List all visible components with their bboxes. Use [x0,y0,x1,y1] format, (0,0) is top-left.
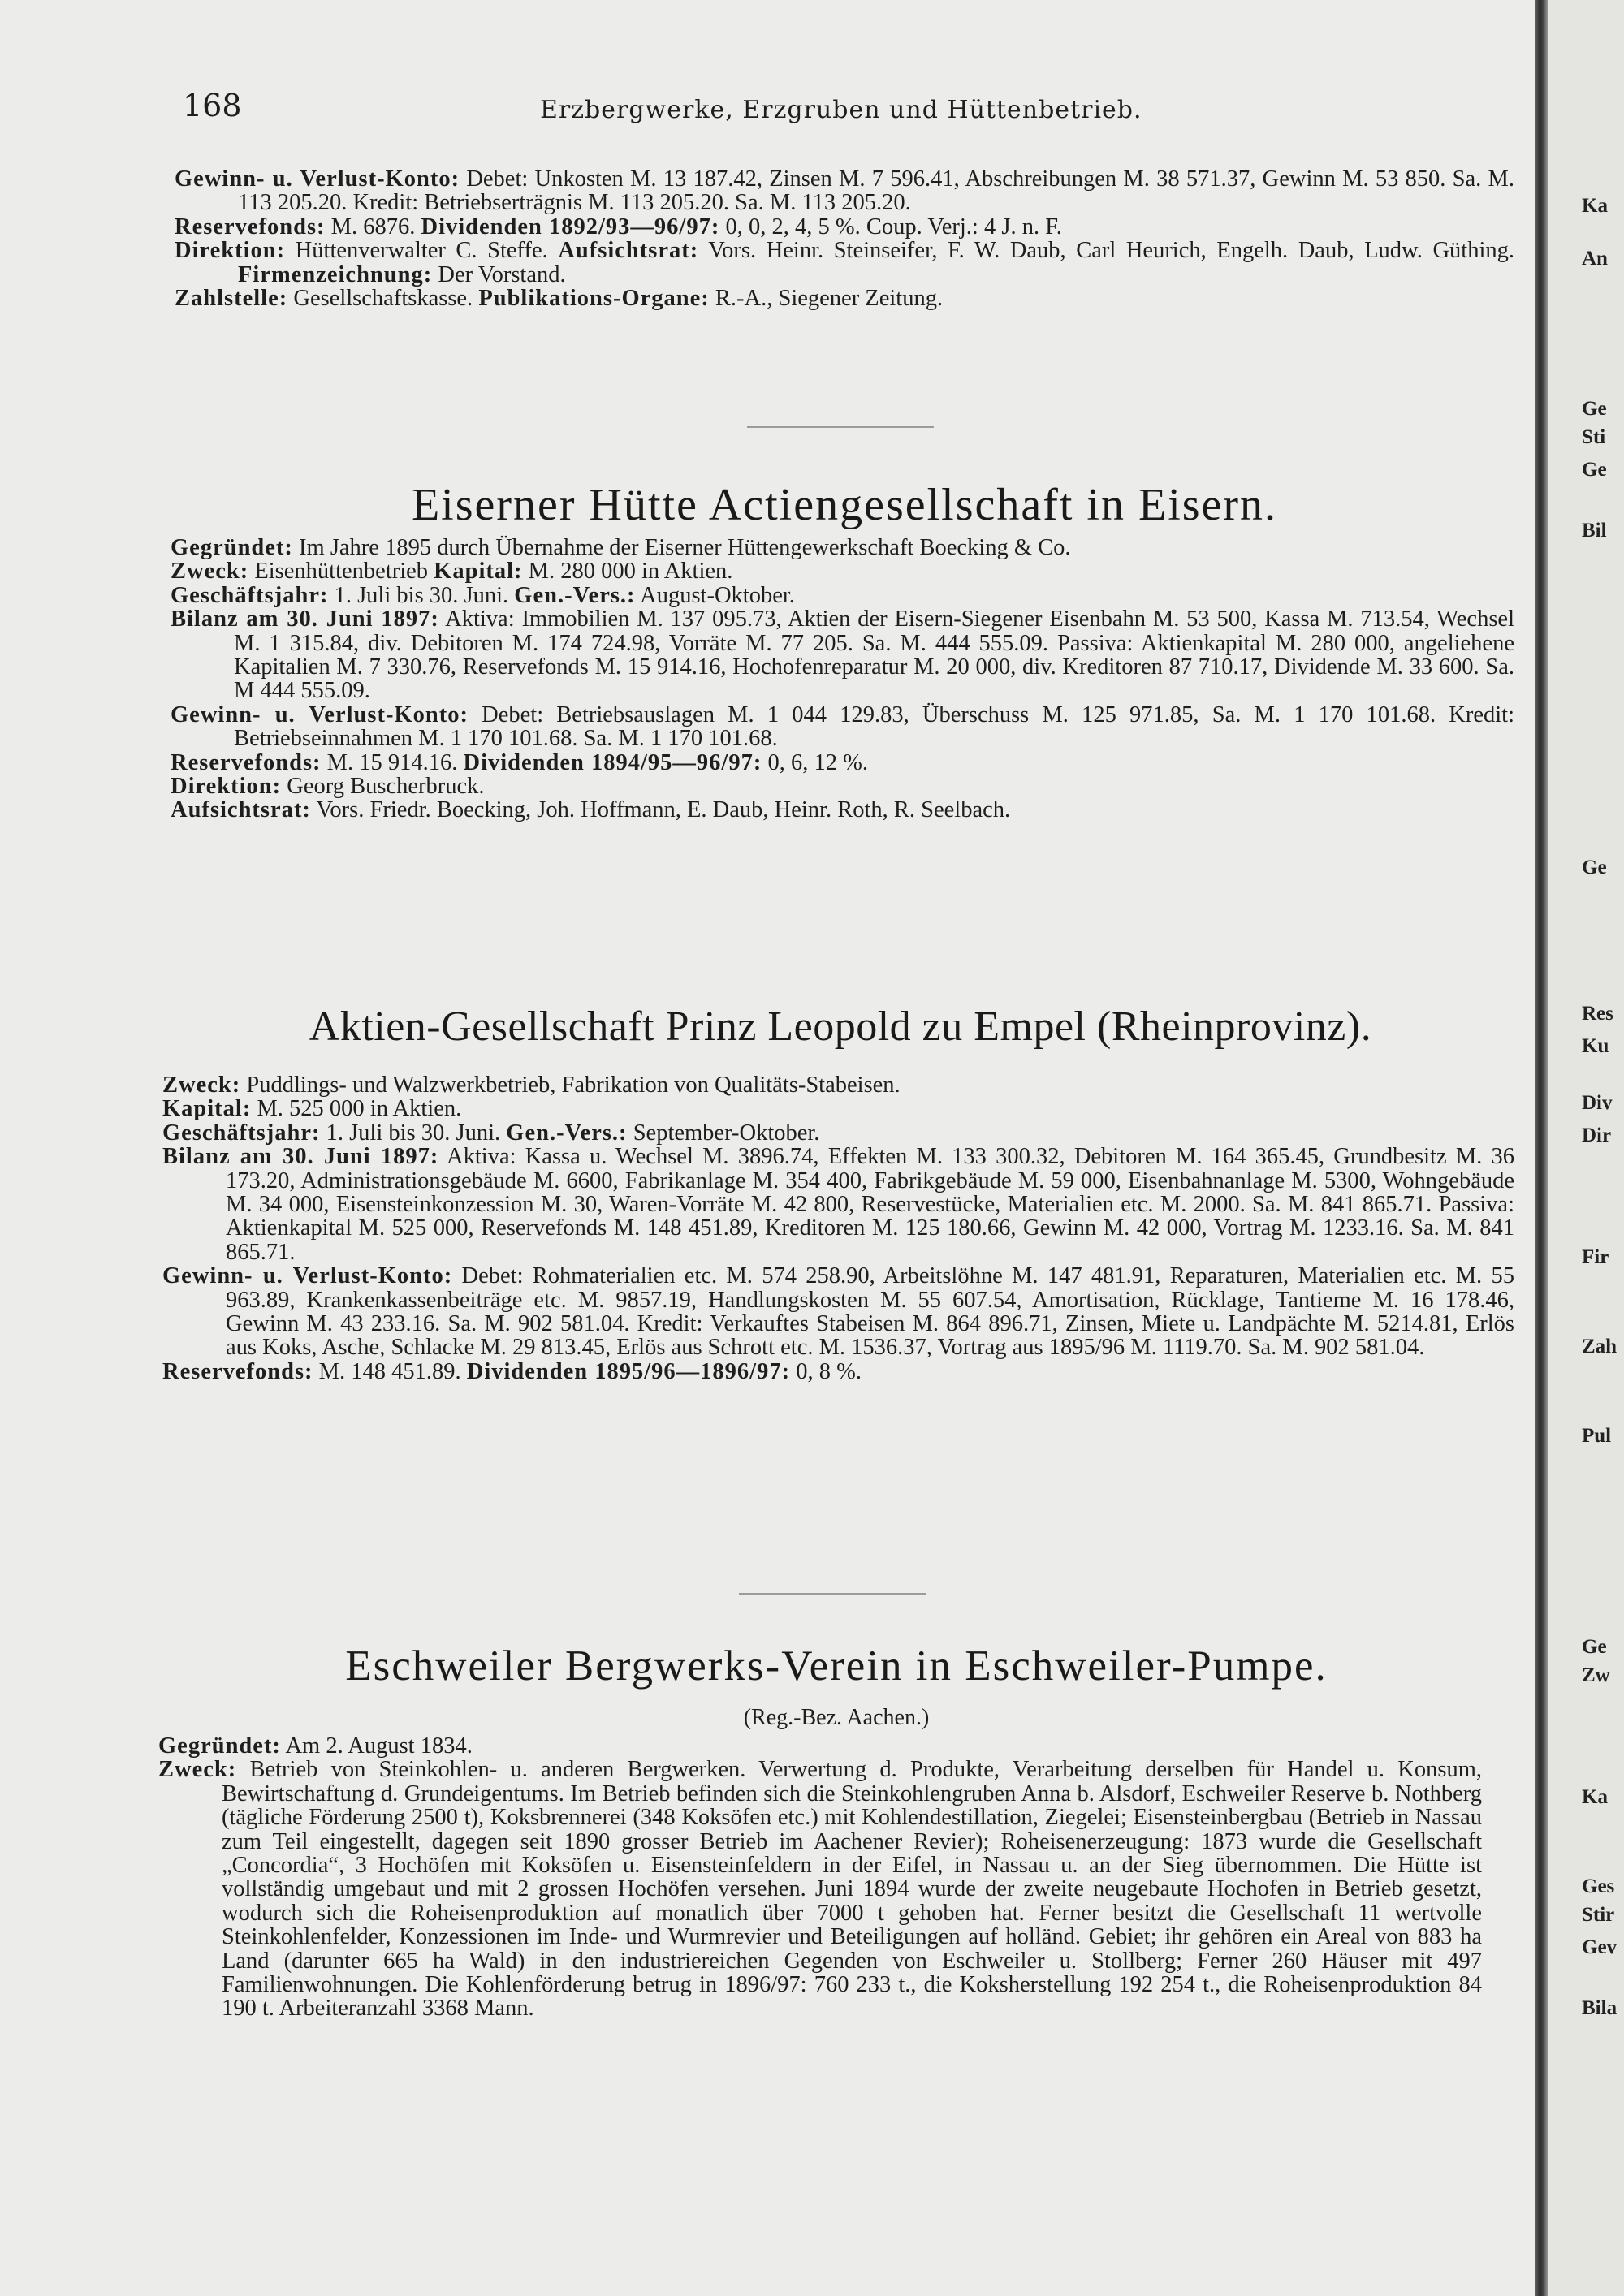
entry-paragraph: Bilanz am 30. Juni 1897: Aktiva: Kassa u. Wechsel M. 3896.74, Effekten M. 133 300.32, Debitoren M. 164 365.45, Grundbesitz M. 36 173.20, Administrationsgebäude M. 6600, Fabrikanlage M. 354 400, Fabrikgebäude M. 59 000, Eisenbahnanlage M. 5300, Wohngebäude M. 34 000, Eisensteinkonzession M. 30, Waren-Vorräte M. 42 800, Reservestücke, Materialien etc. M. 2000. Sa. M. 841 865.71. Passiva: Aktienkapital M. 525 000, Reservefonds M. 148 451.89, Kreditoren M. 125 180.66, Gewinn M. 42 000, Vortrag M. 1233.16. Sa. M. 841 865.71. [162,1144,1514,1265]
adjacent-page-edge [1548,0,1624,2296]
company-entry-eschweiler [158,1734,1482,2021]
company-title: Eschweiler Bergwerks-Verein in Eschweiler-Pumpe. [345,1642,1328,1690]
company-title: Eiserner Hütte Actiengesellschaft in Eisern. [411,480,1278,530]
entry-paragraph: Zweck: Puddlings- und Walzwerkbetrieb, Fabrikation von Qualitäts-Stabeisen. [162,1072,901,1098]
entry-paragraph: Bilanz am 30. Juni 1897: Aktiva: Immobilien M. 137 095.73, Aktien der Eisern-Siegener Eisenbahn M. 53 500, Kassa M. 713.54, Wechsel M. 1 315.84, div. Debitoren M. 174 724.98, Vorräte M. 77 205. Sa. M. 444 555.09. Passiva: Aktienkapital M. 280 000, angeliehene Kapitalien M. 7 330.76, Reservefonds M. 15 914.16, Hochofenreparatur M. 20 000, div. Kreditoren 87 710.17, Dividende M. 33 600. Sa. M 444 555.09. [171,606,1514,704]
entry-paragraph: Zweck: Betrieb von Steinkohlen- u. anderen Bergwerken. Verwertung d. Produkte, Verarbeitung derselben für Handel u. Konsum, Bewirtschaftung d. Grundeigentums. Im Betrieb befinden sich die Steinkohlengruben Anna b. Alsdorf, Eschweiler Reserve b. Nothberg (tägliche Förderung 2500 t), Koksbrennerei (348 Koksöfen etc.) mit Kohlendestillation, Ziegelei; Eisensteinbergbau (Betrieb in Nassau zum Teil eingestellt, dagegen seit 1890 grosser Betrieb im Aachener Revier); Roheisenerzeugung: 1873 wurde die Gesellschaft „Concordia“, 3 Hochöfen mit Koksöfen u. Eisensteinfeldern in der Eifel, in Nassau u. an der Sieg übernommen. Die Hütte ist vollständig umgebaut und mit 2 grossen Hochöfen versehen. Juni 1894 wurde der zweite neugebaute Hochofen in Betrieb gesetzt, wodurch sich die Roheisenproduktion auf monatlich über 7000 t gehoben hat. Ferner besitzt die Gesellschaft 11 wertvolle Steinkohlenfelder, Konzessionen im Inde- und Wurmrevier und Beteiligungen auf holländ. Gebiet; ihr gehören ein Areal von 883 ha Land (darunter 665 ha Wald) in den industriereichen Gegenden von Eschweiler u. Stollberg; Ferner 260 Häuser mit 497 Familienwohnungen. Die Kohlenförderung betrug in 1896/97: 760 233 t., die Koksherstellung 192 254 t., die Roheisenproduktion 84 190 t. Arbeiteranzahl 3368 Mann. [158,1757,1482,2022]
company-title: Aktien-Gesellschaft Prinz Leopold zu Empel (Rheinprovinz). [309,1003,1372,1050]
edge-fragment: Pul [1582,1425,1612,1447]
entry-paragraph: Zweck: Eisenhüttenbetrieb Kapital: M. 280 000 in Aktien. [171,559,733,585]
edge-fragment: Bil [1582,520,1607,542]
edge-fragment: Ge [1582,459,1607,481]
section-divider [747,426,934,428]
entry-paragraph: Geschäftsjahr: 1. Juli bis 30. Juni. Gen.-Vers.: September-Oktober. [162,1120,820,1146]
edge-fragment: Ge [1582,398,1607,420]
entry-paragraph: Direktion: Hüttenverwalter C. Steffe. Aufsichtsrat: Vors. Heinr. Steinseifer, F. W. Daub, Carl Heurich, Engelh. Daub, Ludw. Güthing. Firmenzeichnung: Der Vorstand. [175,238,1514,287]
entry-paragraph: Gegründet: Im Jahre 1895 durch Übernahme der Eiserner Hüttengewerkschaft Boecking & Co. [171,535,1071,560]
running-head: Erzbergwerke, Erzgruben und Hüttenbetrieb. [540,96,1142,124]
entry-paragraph: Zahlstelle: Gesellschaftskasse. Publikations-Organe: R.-A., Siegener Zeitung. [175,286,944,312]
entry-paragraph: Aufsichtsrat: Vors. Friedr. Boecking, Joh. Hoffmann, E. Daub, Heinr. Roth, R. Seelbach. [171,797,1011,823]
edge-fragment: Bila [1582,1997,1618,2019]
entry-paragraph: Direktion: Georg Buscherbruck. [171,774,485,800]
section-divider [739,1593,926,1595]
edge-fragment: Ka [1582,1786,1608,1808]
book-gutter [1535,0,1548,2296]
entry-paragraph: Reservefonds: M. 148 451.89. Dividenden 1895/96—1896/97: 0, 8 %. [162,1358,862,1384]
edge-fragment: Ges [1582,1875,1615,1897]
edge-fragment: Gev [1582,1936,1618,1958]
edge-fragment: Dir [1582,1124,1612,1146]
edge-fragment: Zah [1582,1336,1618,1357]
entry-paragraph: Gewinn- u. Verlust-Konto: Debet: Betriebsauslagen M. 1 044 129.83, Überschuss M. 125 971.85, Sa. M. 1 170 101.68. Kredit: Betriebseinnahmen M. 1 170 101.68. Sa. M. 1 170 101.68. [171,701,1514,752]
edge-fragment: Div [1582,1092,1613,1114]
entry-paragraph: Gewinn- u. Verlust-Konto: Debet: Rohmaterialien etc. M. 574 258.90, Arbeitslöhne M. 147 481.91, Reparaturen, Materialien etc. M. 55 963.89, Krankenkassenbeiträge etc. M. 9857.19, Handlungskosten M. 55 607.54, Amortisation, Rücklage, Tantieme M. 16 178.46, Gewinn M. 43 233.16. Sa. M. 902 581.04. Kredit: Verkauftes Stabeisen M. 864 896.71, Zinsen, Miete u. Landpächte M. 5214.81, Erlös aus Koks, Asche, Schlacke M. 29 813.45, Erlös aus Schrott etc. M. 1536.37, Vortrag aus 1895/96 M. 1119.70. Sa. M. 902 581.04. [162,1263,1514,1361]
entry-paragraph: Gewinn- u. Verlust-Konto: Debet: Unkosten M. 13 187.42, Zinsen M. 7 596.41, Abschreibungen M. 38 571.37, Gewinn M. 53 850. Sa. M. 113 205.20. Kredit: Betriebserträgnis M. 113 205.20. Sa. M. 113 205.20. [175,166,1515,216]
entry-paragraph: Gegründet: Am 2. August 1834. [158,1733,473,1759]
page-header [183,88,1514,128]
edge-fragment: Ge [1582,1636,1607,1658]
edge-fragment: Fir [1582,1246,1609,1268]
edge-fragment: Ku [1582,1035,1609,1057]
page-number: 168 [183,88,242,123]
entry-paragraph: Reservefonds: M. 15 914.16. Dividenden 1894/95—96/97: 0, 6, 12 %. [171,749,868,775]
company-subtitle: (Reg.-Bez. Aachen.) [743,1705,930,1730]
edge-fragment: Sti [1582,426,1606,448]
edge-fragment: Zw [1582,1664,1610,1686]
company-entry-prinz-leopold [162,1073,1514,1383]
company-entry-eiserner-huette [171,536,1514,822]
edge-fragment: Ka [1582,195,1608,217]
edge-fragment: An [1582,248,1608,270]
edge-fragment: Stir [1582,1904,1615,1926]
entry-paragraph: Geschäftsjahr: 1. Juli bis 30. Juni. Gen.-Vers.: August-Oktober. [171,582,795,608]
edge-fragment: Ge [1582,857,1607,878]
entry-paragraph: Reservefonds: M. 6876. Dividenden 1892/93—96/97: 0, 0, 2, 4, 5 %. Coup. Verj.: 4 J. n. F. [175,214,1062,240]
entry-paragraph: Kapital: M. 525 000 in Aktien. [162,1096,462,1122]
edge-fragment: Res [1582,1003,1613,1025]
previous-entry-continuation [175,167,1514,310]
